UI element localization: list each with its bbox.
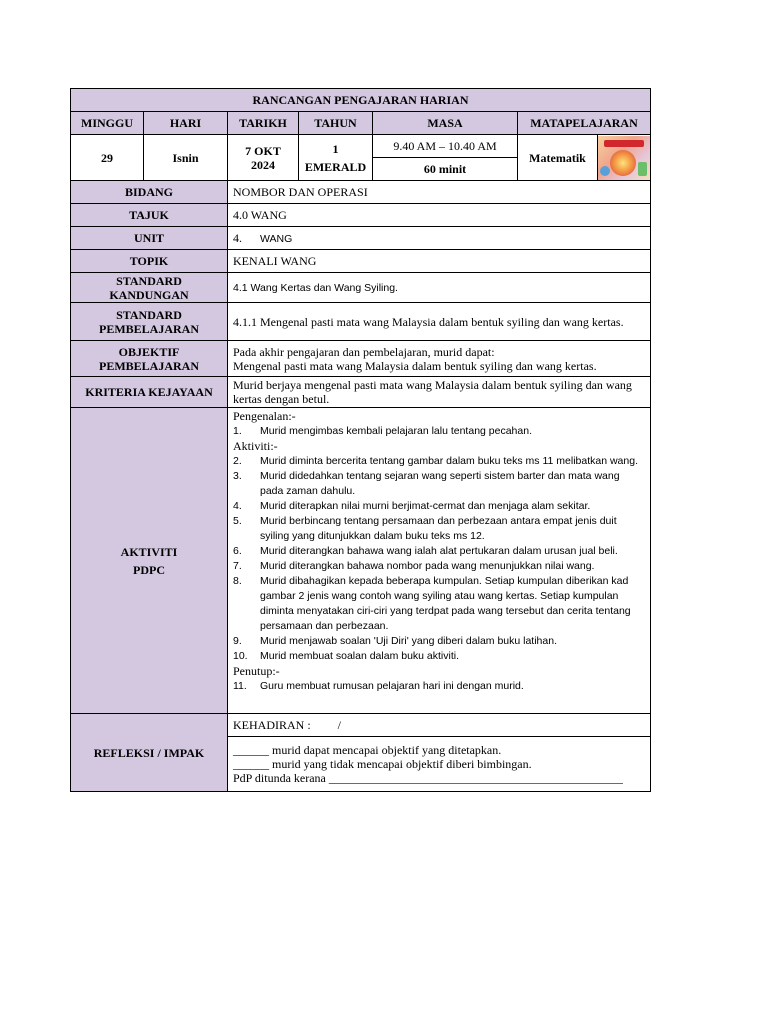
activity-item-text: Murid menjawab soalan 'Uji Diri' yang diberi dalam buku latihan.	[260, 635, 557, 647]
header-minggu: MINGGU	[71, 112, 144, 135]
activity-item-text: Murid diterangkan bahawa wang ialah alat pertukaran dalam urusan jual beli.	[260, 545, 618, 557]
activity-item-text: Murid didedahkan tentang sejaran wang seperti sistem barter dan mata wang pada zaman dahulu.	[260, 470, 620, 497]
topik-value: KENALI WANG	[228, 250, 651, 273]
masa-time: 9.40 AM – 10.40 AM	[373, 135, 518, 158]
unit-value	[228, 227, 651, 250]
header-matapelajaran: MATAPELAJARAN	[518, 112, 651, 135]
activity-item-number: 1.	[233, 425, 242, 437]
activity-item	[233, 499, 645, 514]
activity-item-number: 4.	[233, 500, 242, 512]
activity-item	[233, 559, 645, 574]
header-tahun: TAHUN	[299, 112, 373, 135]
aktiviti-label	[71, 408, 228, 714]
kriteria-label: KRITERIA KEJAYAAN	[71, 377, 228, 408]
activity-item-number: 11.	[233, 680, 247, 692]
bidang-value: NOMBOR DAN OPERASI	[228, 181, 651, 204]
standard-kandungan-value: 4.1 Wang Kertas dan Wang Syiling.	[228, 273, 651, 303]
subject-image-cell	[598, 135, 651, 181]
cover-decoration-right	[638, 162, 647, 176]
activity-item-text: Murid diterapkan nilai murni berjimat-cermat dan menjaga alam sekitar.	[260, 500, 591, 512]
aktiviti-label-line1: AKTIVITI	[120, 544, 178, 559]
activity-item	[233, 574, 645, 634]
activity-item-number: 10.	[233, 650, 248, 662]
standard-kandungan-label	[71, 273, 228, 303]
aktiviti-content	[228, 408, 651, 714]
activity-item	[233, 649, 645, 664]
standard-kandungan-label-line2: KANDUNGAN	[109, 287, 189, 302]
activity-item-number: 3.	[233, 470, 242, 482]
activity-item	[233, 454, 645, 469]
activity-item	[233, 514, 645, 544]
unit-text: WANG	[260, 232, 293, 245]
activity-item	[233, 634, 645, 649]
objektif-label	[71, 341, 228, 377]
activity-item-number: 6.	[233, 545, 242, 557]
activity-item-text: Murid dibahagikan kepada beberapa kumpulan. Setiap kumpulan diberikan kad gambar 2 jenis wang contoh wang syiling atau wang kertas. Setiap kumpulan diminta menyatakan ciri-ciri yang terdpat pada wang tersebut dan cerita tentang persamaan dan perbezaan.	[260, 575, 631, 632]
objektif-value	[228, 341, 651, 377]
standard-pembelajaran-label-line1: STANDARD	[116, 307, 182, 322]
pengenalan-heading: Pengenalan:-	[233, 409, 296, 423]
refleksi-line1: ______ murid dapat mencapai objektif yang ditetapkan.	[233, 743, 502, 757]
tahun-line1: 1	[332, 141, 339, 156]
activity-item-text: Murid diterangkan bahawa nombor pada wang menunjukkan nilai wang.	[260, 560, 595, 572]
activity-item	[233, 679, 645, 694]
hari-value: Isnin	[144, 135, 228, 181]
activity-item-text: Murid diminta bercerita tentang gambar dalam buku teks ms 11 melibatkan wang.	[260, 455, 638, 467]
intro-list	[233, 424, 645, 439]
kehadiran-line: KEHADIRAN : /	[228, 714, 651, 737]
objektif-value-line2: Mengenal pasti mata wang Malaysia dalam bentuk syiling dan wang kertas.	[233, 358, 597, 373]
penutup-heading: Penutup:-	[233, 664, 280, 678]
activity-item	[233, 424, 645, 439]
activity-item-number: 7.	[233, 560, 242, 572]
unit-number: 4.	[233, 230, 242, 245]
document-title: RANCANGAN PENGAJARAN HARIAN	[71, 89, 651, 112]
header-masa: MASA	[373, 112, 518, 135]
masa-duration: 60 minit	[373, 158, 518, 181]
header-tarikh: TARIKH	[228, 112, 299, 135]
topik-label: TOPIK	[71, 250, 228, 273]
objektif-label-line1: OBJEKTIF	[118, 344, 180, 359]
activity-item-number: 9.	[233, 635, 242, 647]
activity-item-text: Murid berbincang tentang persamaan dan perbezaan antara empat jenis duit syiling yang ditunjukkan dalam buku teks ms 12.	[260, 515, 617, 542]
tahun-line2: EMERALD	[304, 159, 367, 174]
header-hari: HARI	[144, 112, 228, 135]
standard-kandungan-label-line1: STANDARD	[116, 273, 182, 288]
aktiviti-heading: Aktiviti:-	[233, 439, 278, 453]
bidang-label: BIDANG	[71, 181, 228, 204]
activity-item-number: 5.	[233, 515, 242, 527]
cover-illustration	[610, 150, 636, 176]
objektif-value-line1: Pada akhir pengajaran dan pembelajaran, murid dapat:	[233, 344, 495, 359]
activity-item-text: Guru membuat rumusan pelajaran hari ini dengan murid.	[260, 680, 524, 692]
tarikh-line1: 7 OKT	[245, 143, 281, 158]
cover-decoration-left	[600, 166, 610, 176]
tajuk-value: 4.0 WANG	[228, 204, 651, 227]
unit-label: UNIT	[71, 227, 228, 250]
standard-pembelajaran-label	[71, 303, 228, 341]
tahun-value	[299, 135, 373, 181]
tarikh-line2: 2024	[251, 157, 275, 172]
activity-item	[233, 469, 645, 499]
aktiviti-label-line2: PDPC	[133, 562, 165, 577]
activity-item-number: 2.	[233, 455, 242, 467]
refleksi-line2: ______ murid yang tidak mencapai objektif diberi bimbingan.	[233, 757, 532, 771]
refleksi-label: REFLEKSI / IMPAK	[71, 714, 228, 792]
activity-item-text: Murid membuat soalan dalam buku aktiviti.	[260, 650, 460, 662]
objektif-label-line2: PEMBELAJARAN	[98, 358, 199, 373]
lesson-plan-sheet	[70, 88, 650, 792]
cover-title-bar	[604, 140, 644, 147]
matapelajaran-value: Matematik	[518, 135, 598, 181]
textbook-cover-image	[598, 136, 650, 180]
standard-pembelajaran-value: 4.1.1 Mengenal pasti mata wang Malaysia dalam bentuk syiling dan wang kertas.	[228, 303, 651, 341]
refleksi-line3: PdP ditunda kerana _________________________________________________	[233, 771, 623, 785]
tarikh-value	[228, 135, 299, 181]
activity-list	[233, 454, 645, 664]
activity-item-number: 8.	[233, 575, 242, 587]
activity-item	[233, 544, 645, 559]
closing-list	[233, 679, 645, 694]
kriteria-value: Murid berjaya mengenal pasti mata wang Malaysia dalam bentuk syiling dan wang kertas dengan betul.	[228, 377, 651, 408]
standard-pembelajaran-label-line2: PEMBELAJARAN	[98, 321, 199, 336]
minggu-value: 29	[71, 135, 144, 181]
lesson-plan-table	[70, 88, 651, 792]
refleksi-content	[228, 737, 651, 792]
tajuk-label: TAJUK	[71, 204, 228, 227]
activity-item-text: Murid mengimbas kembali pelajaran lalu tentang pecahan.	[260, 425, 532, 437]
